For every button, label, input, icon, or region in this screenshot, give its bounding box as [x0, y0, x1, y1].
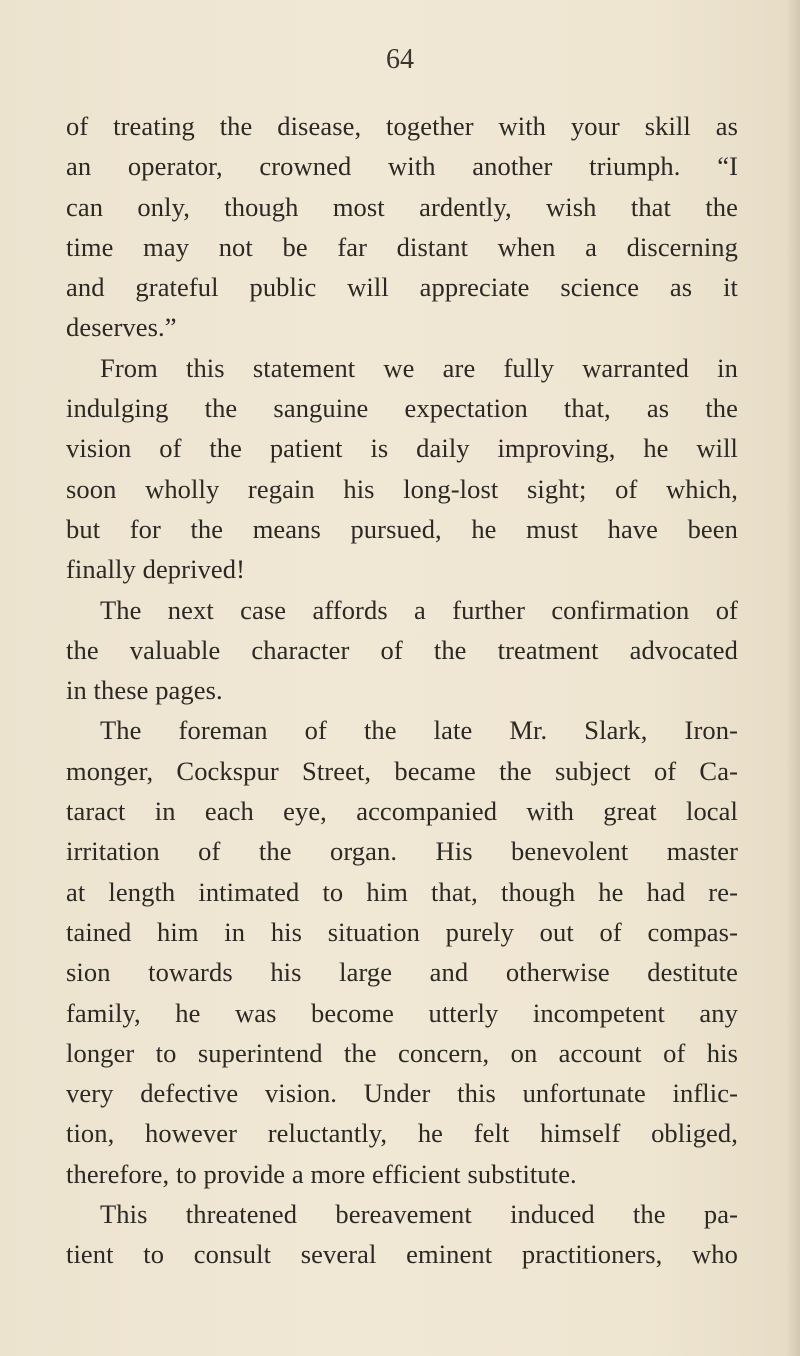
- text-line: deserves.”: [66, 312, 177, 343]
- text-line: the valuable character of the treatment advocated: [66, 634, 738, 665]
- text-line: can only, though most ardently, wish that the: [66, 191, 738, 222]
- text-line: tient to consult several eminent practitioners, who: [66, 1239, 738, 1270]
- text-line: irritation of the organ. His benevolent master: [66, 836, 738, 867]
- text-line: sion towards his large and otherwise destitute: [66, 957, 738, 988]
- text-line: taract in each eye, accompanied with great local: [66, 796, 738, 827]
- text-line: tained him in his situation purely out of compas-: [66, 916, 738, 947]
- paragraph-start-line: The foreman of the late Mr. Slark, Iron-: [100, 715, 738, 746]
- text-line: time may not be far distant when a discerning: [66, 231, 738, 262]
- page-number: 64: [386, 44, 414, 75]
- page-edge-shadow: [786, 0, 800, 1356]
- text-line: finally deprived!: [66, 554, 246, 585]
- text-line: an operator, crowned with another triumph. “I: [66, 151, 738, 182]
- text-line: at length intimated to him that, though he had re-: [66, 876, 738, 907]
- text-line: but for the means pursued, he must have been: [66, 513, 738, 544]
- text-line: therefore, to provide a more efficient substitute.: [66, 1158, 577, 1189]
- text-line: indulging the sanguine expectation that, as the: [66, 393, 738, 424]
- text-line: tion, however reluctantly, he felt himself obliged,: [66, 1118, 738, 1149]
- paragraph-start-line: This threatened bereavement induced the pa-: [100, 1199, 738, 1230]
- text-line: soon wholly regain his long-lost sight; of which,: [66, 473, 738, 504]
- text-line: very defective vision. Under this unfortunate inflic-: [66, 1078, 738, 1109]
- text-line: vision of the patient is daily improving, he will: [66, 433, 738, 464]
- text-line: and grateful public will appreciate science as it: [66, 272, 738, 303]
- text-line: of treating the disease, together with your skill as: [66, 111, 738, 141]
- paragraph-start-line: From this statement we are fully warranted in: [100, 352, 738, 383]
- text-line: family, he was become utterly incompetent any: [66, 997, 738, 1028]
- text-line: monger, Cockspur Street, became the subject of Ca-: [66, 755, 738, 786]
- body-text: [66, 106, 738, 1275]
- text-line: in these pages.: [66, 675, 223, 706]
- text-line: longer to superintend the concern, on account of his: [66, 1037, 738, 1068]
- paragraph-start-line: The next case affords a further confirmation of: [100, 594, 738, 625]
